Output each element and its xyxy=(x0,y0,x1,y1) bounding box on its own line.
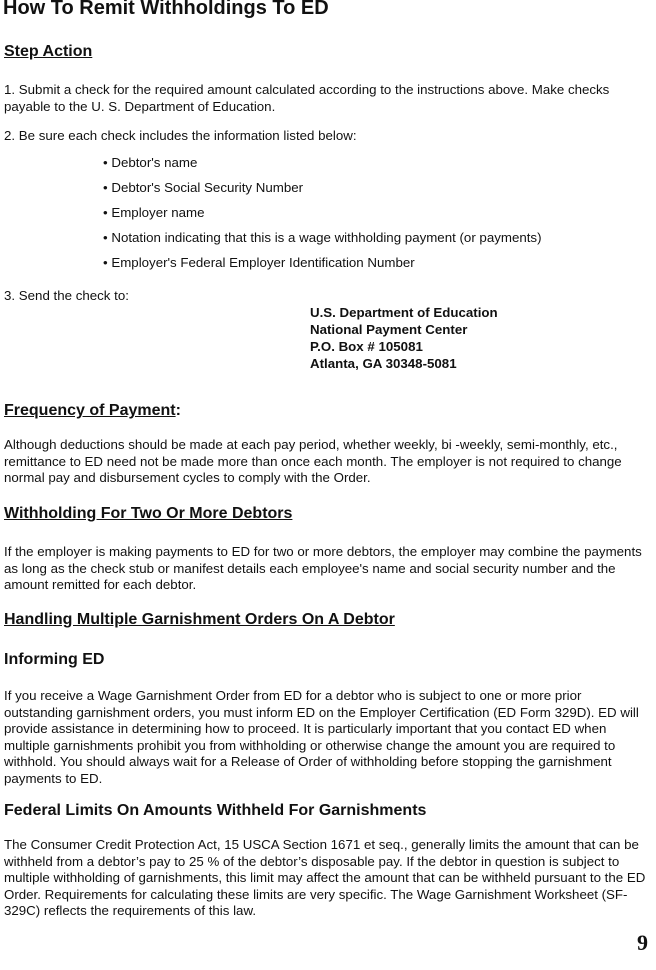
frequency-heading-colon: : xyxy=(175,402,181,419)
address-line: U.S. Department of Education xyxy=(310,305,498,320)
mailing-address xyxy=(310,304,498,372)
multiple-orders-heading: Handling Multiple Garnishment Orders On A Debtor xyxy=(4,611,395,628)
informing-heading: Informing ED xyxy=(4,651,105,668)
step-action-heading: Step Action xyxy=(4,43,93,60)
frequency-heading xyxy=(4,402,181,420)
address-line: Atlanta, GA 30348-5081 xyxy=(310,356,457,371)
bullet-fein: • Employer's Federal Employer Identification Number xyxy=(103,255,415,270)
bullet-debtor-name: • Debtor's name xyxy=(103,155,198,170)
frequency-heading-text: Frequency of Payment xyxy=(4,402,176,419)
frequency-body: Although deductions should be made at each pay period, whether weekly, bi -weekly, semi-monthly, etc., remittance to ED need not be made more than once each month. The employer is not required to change normal pay and disbursement cycles to comply with the Order. xyxy=(4,437,622,485)
bullet-debtor-ssn: • Debtor's Social Security Number xyxy=(103,180,304,195)
federal-limits-heading: Federal Limits On Amounts Withheld For Garnishments xyxy=(4,802,427,819)
informing-body: If you receive a Wage Garnishment Order from ED for a debtor who is subject to one or more prior outstanding garnishment orders, you must inform ED on the Employer Certification (ED Form 329D). ED will provide assistance in determining how to proceed. It is particularly important that you contact ED when multiple garnishments prohibit you from withholding or otherwise change the amount you are required to withhold. You should always wait for a Release of Order of withholding before stopping the garnishment payments to ED. xyxy=(4,688,639,786)
address-line: P.O. Box # 105081 xyxy=(310,339,423,354)
step-3-text: 3. Send the check to: xyxy=(4,288,129,303)
two-or-more-heading: Withholding For Two Or More Debtors xyxy=(4,505,293,522)
bullet-notation: • Notation indicating that this is a wage withholding payment (or payments) xyxy=(103,230,542,245)
step-2-text: 2. Be sure each check includes the information listed below: xyxy=(4,128,357,143)
address-line: National Payment Center xyxy=(310,322,468,337)
page-number: 9 xyxy=(637,930,648,955)
page-title: How To Remit Withholdings To ED xyxy=(3,0,329,19)
two-or-more-body: If the employer is making payments to ED for two or more debtors, the employer may combine the payments as long as the check stub or manifest details each employee's name and social security number and the amount remitted for each debtor. xyxy=(4,544,642,592)
federal-limits-body: The Consumer Credit Protection Act, 15 USCA Section 1671 et seq., generally limits the amount that can be withheld from a debtor’s pay to 25 % of the debtor’s disposable pay. If the debtor in question is subject to multiple withholding of garnishments, this limit may affect the amount that can be withheld pursuant to the ED Order. Requirements for calculating these limits are very specific. The Wage Garnishment Worksheet (SF-329C) reflects the requirements of this law. xyxy=(4,837,646,918)
step-1-text: 1. Submit a check for the required amount calculated according to the instructions above. Make checks payable to the U. S. Department of Education. xyxy=(4,82,610,114)
bullet-employer-name: • Employer name xyxy=(103,205,205,220)
